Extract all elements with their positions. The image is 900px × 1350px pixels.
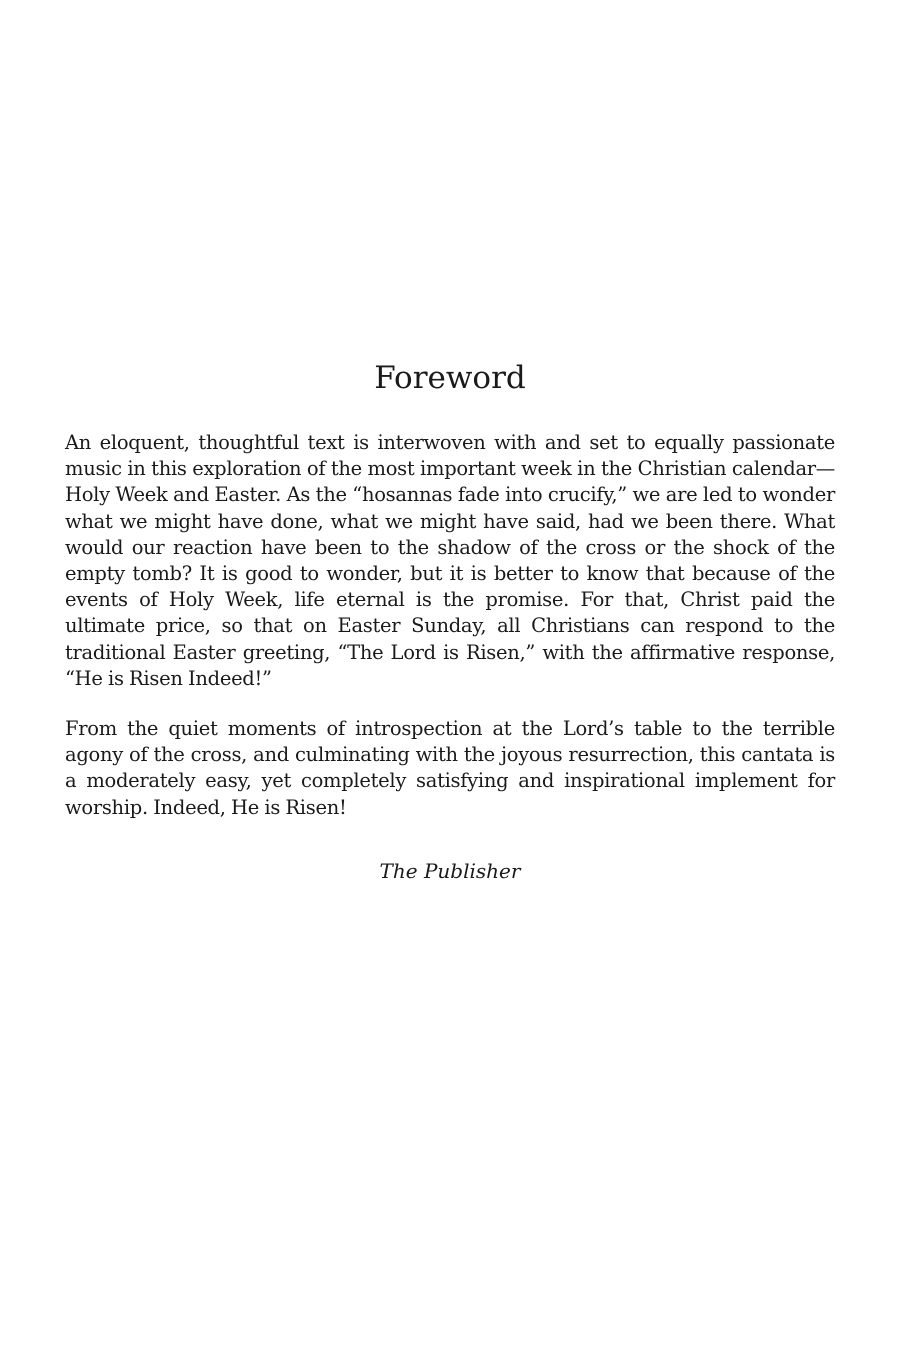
page-title: Foreword: [374, 360, 526, 396]
signature: The Publisher: [379, 859, 521, 883]
body-paragraph-2: From the quiet moments of introspection at the Lord’s table to the terrible agony of the cross, and culminating with the joyous resurrection, this cantata is a moderately easy, yet completely satisfying and inspirational implement for worship. Indeed, He is Risen!: [65, 717, 835, 819]
body-paragraph-1: An eloquent, thoughtful text is interwoven with and set to equally passionate music in this exploration of the most important week in the Christian calendar—Holy Week and Easter. As the “hosannas fade into crucify,” we are led to wonder what we might have done, what we might have said, had we been there. What would our reaction have been to the shadow of the cross or the shock of the empty tomb? It is good to wonder, but it is better to know that because of the events of Holy Week, life eternal is the promise. For that, Christ paid the ultimate price, so that on Easter Sunday, all Christians can respond to the traditional Easter greeting, “The Lord is Risen,” with the affirmative response, “He is Risen Indeed!”: [65, 431, 835, 690]
